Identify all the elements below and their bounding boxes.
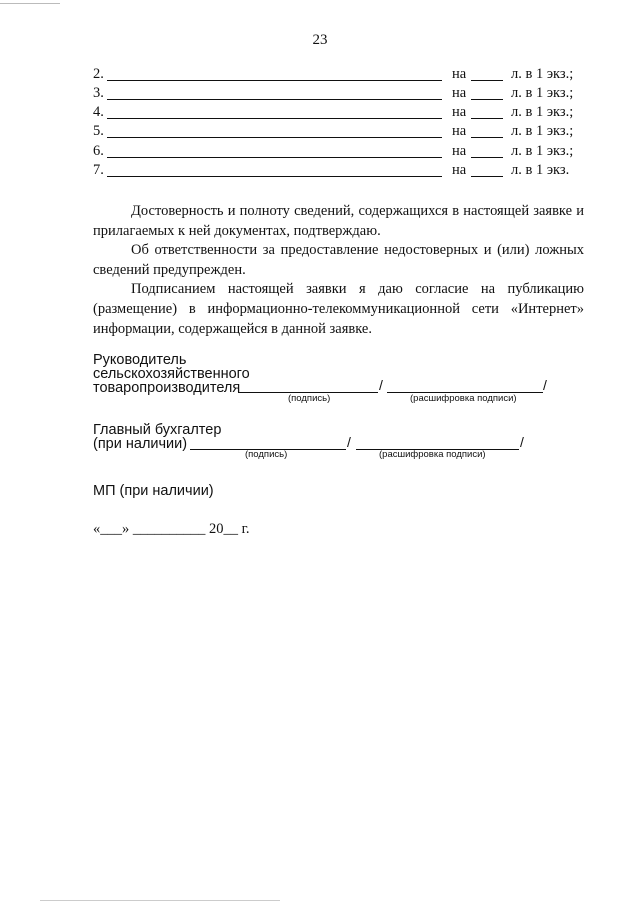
separator-slash: / xyxy=(520,434,524,450)
pages-label: л. в 1 экз.; xyxy=(511,66,574,82)
page-count-field[interactable] xyxy=(471,99,503,100)
responsibility-paragraph: Об ответственности за предоставление недостоверных и (или) ложных сведений предупрежден. xyxy=(93,242,584,278)
head-label-line3: товаропроизводителя xyxy=(93,380,241,396)
na-label: на xyxy=(452,66,467,82)
accountant-label-line2: (при наличии) xyxy=(93,436,188,452)
document-name-field[interactable] xyxy=(107,99,442,100)
list-item xyxy=(93,104,593,122)
confirmation-paragraph: Достоверность и полноту сведений, содержащихся в настоящей заявке и прилагаемых к ней документах, подтверждаю. xyxy=(93,203,584,239)
decode-caption: (расшифровка подписи) xyxy=(410,393,517,404)
item-number: 5. xyxy=(93,123,104,139)
page-number: 23 xyxy=(312,32,328,48)
pages-label: л. в 1 экз.; xyxy=(511,123,574,139)
document-name-field[interactable] xyxy=(107,80,442,81)
pages-label: л. в 1 экз.; xyxy=(511,85,574,101)
page-count-field[interactable] xyxy=(471,80,503,81)
document-name-field[interactable] xyxy=(107,137,442,138)
scan-artifact xyxy=(40,900,280,901)
document-name-field[interactable] xyxy=(107,157,442,158)
list-item xyxy=(93,85,593,103)
pages-label: л. в 1 экз.; xyxy=(511,143,574,159)
separator-slash: / xyxy=(379,377,383,393)
stamp-label: МП (при наличии) xyxy=(93,483,214,499)
na-label: на xyxy=(452,123,467,139)
list-item xyxy=(93,123,593,141)
pages-label: л. в 1 экз.; xyxy=(511,104,574,120)
page-count-field[interactable] xyxy=(471,176,503,177)
na-label: на xyxy=(452,104,467,120)
item-number: 7. xyxy=(93,162,104,178)
pages-label: л. в 1 экз. xyxy=(511,162,570,178)
page-count-field[interactable] xyxy=(471,137,503,138)
item-number: 4. xyxy=(93,104,104,120)
date-line: «___» __________ 20__ г. xyxy=(93,521,250,537)
list-item xyxy=(93,66,593,84)
separator-slash: / xyxy=(347,434,351,450)
item-number: 3. xyxy=(93,85,104,101)
na-label: на xyxy=(452,162,467,178)
accountant-label-line1: Главный бухгалтер xyxy=(93,422,222,438)
signature-caption: (подпись) xyxy=(245,449,288,460)
document-name-field[interactable] xyxy=(107,176,442,177)
na-label: на xyxy=(452,143,467,159)
page-count-field[interactable] xyxy=(471,118,503,119)
signature-caption: (подпись) xyxy=(288,393,331,404)
scan-artifact xyxy=(0,3,60,4)
item-number: 6. xyxy=(93,143,104,159)
list-item xyxy=(93,143,593,161)
decode-caption: (расшифровка подписи) xyxy=(379,449,486,460)
document-name-field[interactable] xyxy=(107,118,442,119)
page-count-field[interactable] xyxy=(471,157,503,158)
consent-paragraph: Подписанием настоящей заявки я даю согласие на публикацию (размещение) в информационно-телекоммуникационной сети «Интернет» информации, содержащейся в данной заявке. xyxy=(93,281,584,337)
item-number: 2. xyxy=(93,66,104,82)
head-label-line2: сельскохозяйственного xyxy=(93,366,250,382)
na-label: на xyxy=(452,85,467,101)
head-label-line1: Руководитель xyxy=(93,352,187,368)
separator-slash: / xyxy=(543,377,547,393)
list-item xyxy=(93,162,593,180)
